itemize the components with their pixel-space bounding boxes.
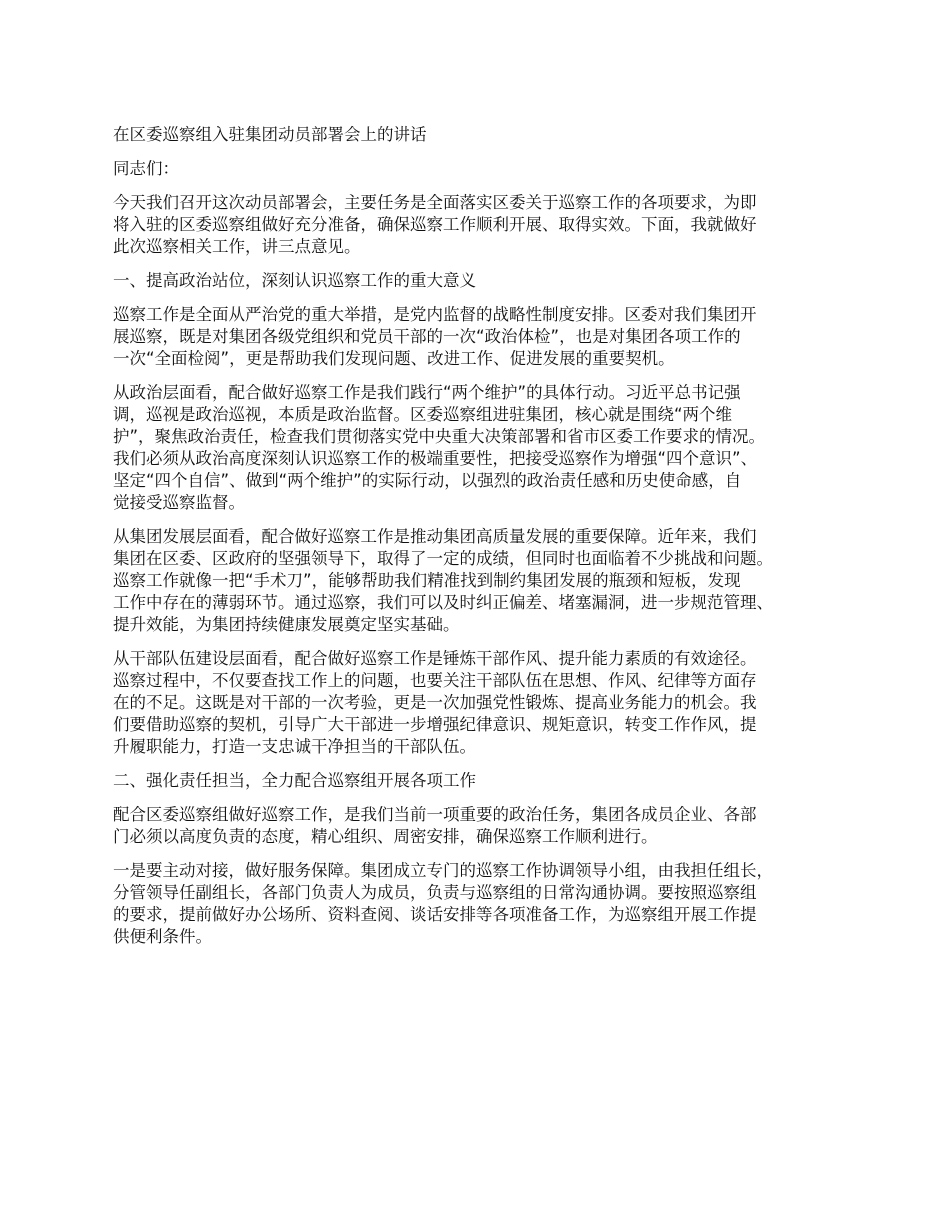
- paragraph-line: 一次“全面检阅”，更是帮助我们发现问题、改进工作、促进发展的重要契机。: [113, 349, 675, 368]
- paragraph: [113, 382, 858, 514]
- paragraph-line: 调，巡视是政治巡视，本质是政治监督。区委巡察组进驻集团，核心就是围绕“两个维: [113, 405, 733, 424]
- paragraph-line: 工作中存在的薄弱环节。通过巡察，我们可以及时纠正偏差、堵塞漏洞，进一步规范管理、: [113, 593, 773, 612]
- paragraph-line: 巡察过程中，不仅要查找工作上的问题，也要关注干部队伍在思想、作风、纪律等方面存: [113, 671, 757, 690]
- paragraph: [113, 804, 858, 848]
- paragraph-list: [113, 192, 858, 948]
- paragraph-line: 觉接受巡察监督。: [113, 493, 245, 512]
- paragraph-line: 配合区委巡察组做好巡察工作，是我们当前一项重要的政治任务，集团各成员企业、各部: [113, 805, 757, 824]
- paragraph: [113, 304, 858, 370]
- paragraph-line: 的要求，提前做好办公场所、资料查阅、谈话安排等各项准备工作，为巡察组开展工作提: [113, 905, 757, 924]
- paragraph-line: 门必须以高度负责的态度，精心组织、周密安排，确保巡察工作顺利进行。: [113, 827, 658, 846]
- paragraph: [113, 770, 858, 792]
- paragraph-line: 巡察工作是全面从严治党的重大举措，是党内监督的战略性制度安排。区委对我们集团开: [113, 305, 757, 324]
- paragraph: [113, 526, 858, 636]
- paragraph-line: 供便利条件。: [113, 927, 212, 946]
- paragraph-line: 二、强化责任担当，全力配合巡察组开展各项工作: [113, 771, 476, 790]
- paragraph-line: 坚定“四个自信”、做到“两个维护”的实际行动，以强烈的政治责任感和历史使命感，自: [113, 471, 742, 490]
- document-body: [113, 124, 858, 960]
- paragraph-line: 将入驻的区委巡察组做好充分准备，确保巡察工作顺利开展、取得实效。下面，我就做好: [113, 215, 757, 234]
- paragraph-line: 我们必须从政治高度深刻认识巡察工作的极端重要性，把接受巡察作为增强“四个意识”、: [113, 449, 758, 468]
- paragraph-line: 从集团发展层面看，配合做好巡察工作是推动集团高质量发展的重要保障。近年来，我们: [113, 527, 757, 546]
- paragraph-line: 此次巡察相关工作，讲三点意见。: [113, 237, 361, 256]
- paragraph-line: 今天我们召开这次动员部署会，主要任务是全面落实区委关于巡察工作的各项要求，为即: [113, 193, 757, 212]
- paragraph-line: 分管领导任副组长，各部门负责人为成员，负责与巡察组的日常沟通协调。要按照巡察组: [113, 883, 757, 902]
- paragraph-line: 升履职能力，打造一支忠诚干净担当的干部队伍。: [113, 737, 476, 756]
- document-title: 在区委巡察组入驻集团动员部署会上的讲话: [113, 125, 427, 144]
- salutation: 同志们：: [113, 159, 179, 178]
- paragraph-line: 在的不足。这既是对干部的一次考验，更是一次加强党性锻炼、提高业务能力的机会。我: [113, 693, 757, 712]
- paragraph-line: 一是要主动对接，做好服务保障。集团成立专门的巡察工作协调领导小组，由我担任组长，: [113, 861, 773, 880]
- paragraph-line: 提升效能，为集团持续健康发展奠定坚实基础。: [113, 615, 460, 634]
- paragraph-line: 们要借助巡察的契机，引导广大干部进一步增强纪律意识、规矩意识，转变工作作风，提: [113, 715, 757, 734]
- paragraph: [113, 648, 858, 758]
- paragraph-line: 一、提高政治站位，深刻认识巡察工作的重大意义: [113, 271, 476, 290]
- paragraph-line: 护”，聚焦政治责任，检查我们贯彻落实党中央重大决策部署和省市区委工作要求的情况。: [113, 427, 766, 446]
- paragraph-line: 巡察工作就像一把“手术刀”，能够帮助我们精准找到制约集团发展的瓶颈和短板，发现: [113, 571, 741, 590]
- paragraph-line: 从政治层面看，配合做好巡察工作是我们践行“两个维护”的具体行动。习近平总书记强: [113, 383, 741, 402]
- paragraph: [113, 860, 858, 948]
- paragraph: [113, 270, 858, 292]
- paragraph: [113, 192, 858, 258]
- paragraph-line: 集团在区委、区政府的坚强领导下，取得了一定的成绩，但同时也面临着不少挑战和问题。: [113, 549, 773, 568]
- paragraph-line: 展巡察，既是对集团各级党组织和党员干部的一次“政治体检”，也是对集团各项工作的: [113, 327, 741, 346]
- paragraph-line: 从干部队伍建设层面看，配合做好巡察工作是锤炼干部作风、提升能力素质的有效途径。: [113, 649, 757, 668]
